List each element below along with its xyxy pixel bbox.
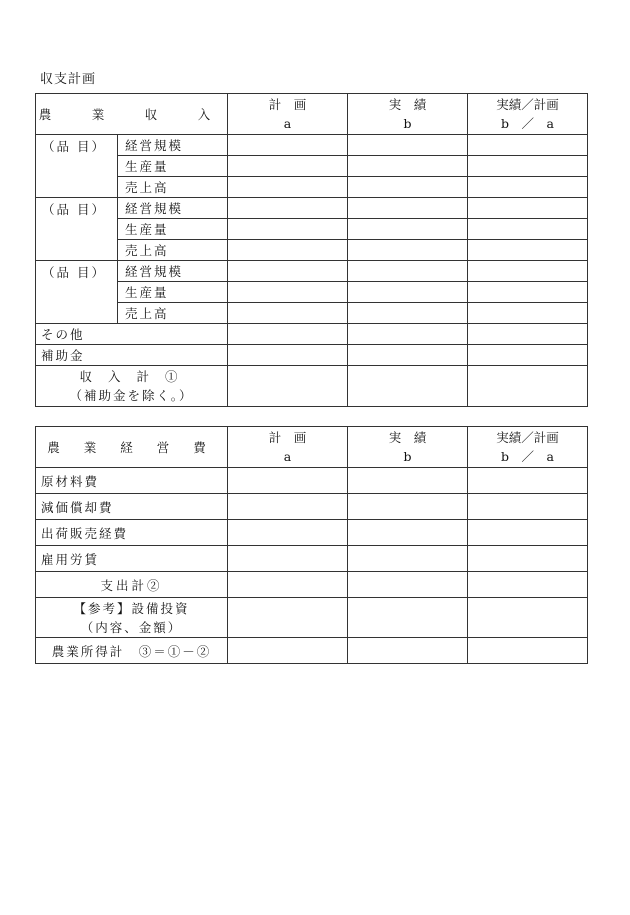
col-ratio-sub: b ／ a — [501, 116, 554, 131]
col-ratio-header — [468, 427, 588, 468]
item-cell: （品 目） — [36, 261, 118, 324]
capex-line2: （内容、金額） — [80, 619, 183, 635]
expense-total-label: 支出計② — [36, 572, 228, 598]
ratio-cell[interactable] — [468, 546, 588, 572]
ratio-cell[interactable] — [468, 520, 588, 546]
row-label: 売上高 — [118, 240, 228, 261]
plan-cell[interactable] — [228, 282, 348, 303]
col-plan-label: 計 画 — [268, 97, 307, 112]
row-label: 生産量 — [118, 219, 228, 240]
actual-cell[interactable] — [348, 494, 468, 520]
row-label: 経営規模 — [118, 198, 228, 219]
col-ratio-sub: b ／ a — [501, 449, 554, 464]
actual-cell[interactable] — [348, 572, 468, 598]
plan-cell[interactable] — [228, 468, 348, 494]
expense-row-label: 雇用労賃 — [36, 546, 228, 572]
row-label: 経営規模 — [118, 261, 228, 282]
capex-line1: 【参考】設備投資 — [73, 600, 190, 616]
actual-cell[interactable] — [348, 468, 468, 494]
expense-row-label: 原材料費 — [36, 468, 228, 494]
plan-cell[interactable] — [228, 135, 348, 156]
ratio-cell[interactable] — [468, 282, 588, 303]
plan-cell[interactable] — [228, 177, 348, 198]
actual-cell[interactable] — [348, 240, 468, 261]
ratio-cell[interactable] — [468, 177, 588, 198]
farm-income-total-label: 農業所得計 ③＝①－② — [36, 638, 228, 664]
plan-cell[interactable] — [228, 156, 348, 177]
income-total-line1: 収 入 計 ① — [79, 369, 184, 384]
actual-cell[interactable] — [348, 177, 468, 198]
col-ratio-label: 実績／計画 — [496, 97, 559, 112]
ratio-cell[interactable] — [468, 468, 588, 494]
ratio-cell[interactable] — [468, 324, 588, 345]
ratio-cell[interactable] — [468, 494, 588, 520]
plan-cell[interactable] — [228, 598, 348, 638]
page-title: 収支計画 — [40, 72, 97, 87]
plan-cell[interactable] — [228, 303, 348, 324]
plan-cell[interactable] — [228, 638, 348, 664]
row-label: 経営規模 — [118, 135, 228, 156]
subsidy-label: 補助金 — [36, 345, 228, 366]
income-header: 農 業 収 入 — [36, 94, 228, 135]
plan-cell[interactable] — [228, 494, 348, 520]
actual-cell[interactable] — [348, 198, 468, 219]
actual-cell[interactable] — [348, 324, 468, 345]
plan-cell[interactable] — [228, 366, 348, 407]
col-plan-label: 計 画 — [268, 430, 307, 445]
col-actual-sub: b — [403, 116, 412, 131]
actual-cell[interactable] — [348, 638, 468, 664]
row-label: 売上高 — [118, 303, 228, 324]
item-cell: （品 目） — [36, 198, 118, 261]
row-label: 生産量 — [118, 156, 228, 177]
col-actual-header — [348, 427, 468, 468]
expense-row-label: 減価償却費 — [36, 494, 228, 520]
actual-cell[interactable] — [348, 219, 468, 240]
actual-cell[interactable] — [348, 366, 468, 407]
ratio-cell[interactable] — [468, 198, 588, 219]
expense-table — [35, 426, 588, 664]
actual-cell[interactable] — [348, 345, 468, 366]
col-plan-header — [228, 427, 348, 468]
income-table — [35, 93, 588, 407]
ratio-cell[interactable] — [468, 366, 588, 407]
plan-cell[interactable] — [228, 546, 348, 572]
plan-cell[interactable] — [228, 520, 348, 546]
ratio-cell[interactable] — [468, 303, 588, 324]
actual-cell[interactable] — [348, 520, 468, 546]
col-actual-sub: b — [403, 449, 412, 464]
col-actual-label: 実 績 — [388, 430, 427, 445]
actual-cell[interactable] — [348, 135, 468, 156]
ratio-cell[interactable] — [468, 261, 588, 282]
actual-cell[interactable] — [348, 282, 468, 303]
ratio-cell[interactable] — [468, 156, 588, 177]
plan-cell[interactable] — [228, 345, 348, 366]
plan-cell[interactable] — [228, 572, 348, 598]
expense-row-label: 出荷販売経費 — [36, 520, 228, 546]
item-cell: （品 目） — [36, 135, 118, 198]
col-actual-label: 実 績 — [388, 97, 427, 112]
actual-cell[interactable] — [348, 261, 468, 282]
ratio-cell[interactable] — [468, 638, 588, 664]
row-label: 生産量 — [118, 282, 228, 303]
income-total-label — [36, 366, 228, 407]
expense-header: 農 業 経 営 費 — [36, 427, 228, 468]
ratio-cell[interactable] — [468, 240, 588, 261]
income-total-line2: （補助金を除く。） — [69, 388, 194, 403]
row-label: 売上高 — [118, 177, 228, 198]
ratio-cell[interactable] — [468, 572, 588, 598]
ratio-cell[interactable] — [468, 345, 588, 366]
actual-cell[interactable] — [348, 156, 468, 177]
actual-cell[interactable] — [348, 546, 468, 572]
other-label: その他 — [36, 324, 228, 345]
col-plan-sub: a — [283, 116, 292, 131]
plan-cell[interactable] — [228, 198, 348, 219]
actual-cell[interactable] — [348, 598, 468, 638]
ratio-cell[interactable] — [468, 219, 588, 240]
col-plan-sub: a — [283, 449, 292, 464]
plan-cell[interactable] — [228, 219, 348, 240]
plan-cell[interactable] — [228, 324, 348, 345]
ratio-cell[interactable] — [468, 598, 588, 638]
col-plan-header — [228, 94, 348, 135]
plan-cell[interactable] — [228, 261, 348, 282]
actual-cell[interactable] — [348, 303, 468, 324]
col-ratio-header — [468, 94, 588, 135]
ratio-cell[interactable] — [468, 135, 588, 156]
plan-cell[interactable] — [228, 240, 348, 261]
capex-reference-label — [36, 598, 228, 638]
col-actual-header — [348, 94, 468, 135]
col-ratio-label: 実績／計画 — [496, 430, 559, 445]
